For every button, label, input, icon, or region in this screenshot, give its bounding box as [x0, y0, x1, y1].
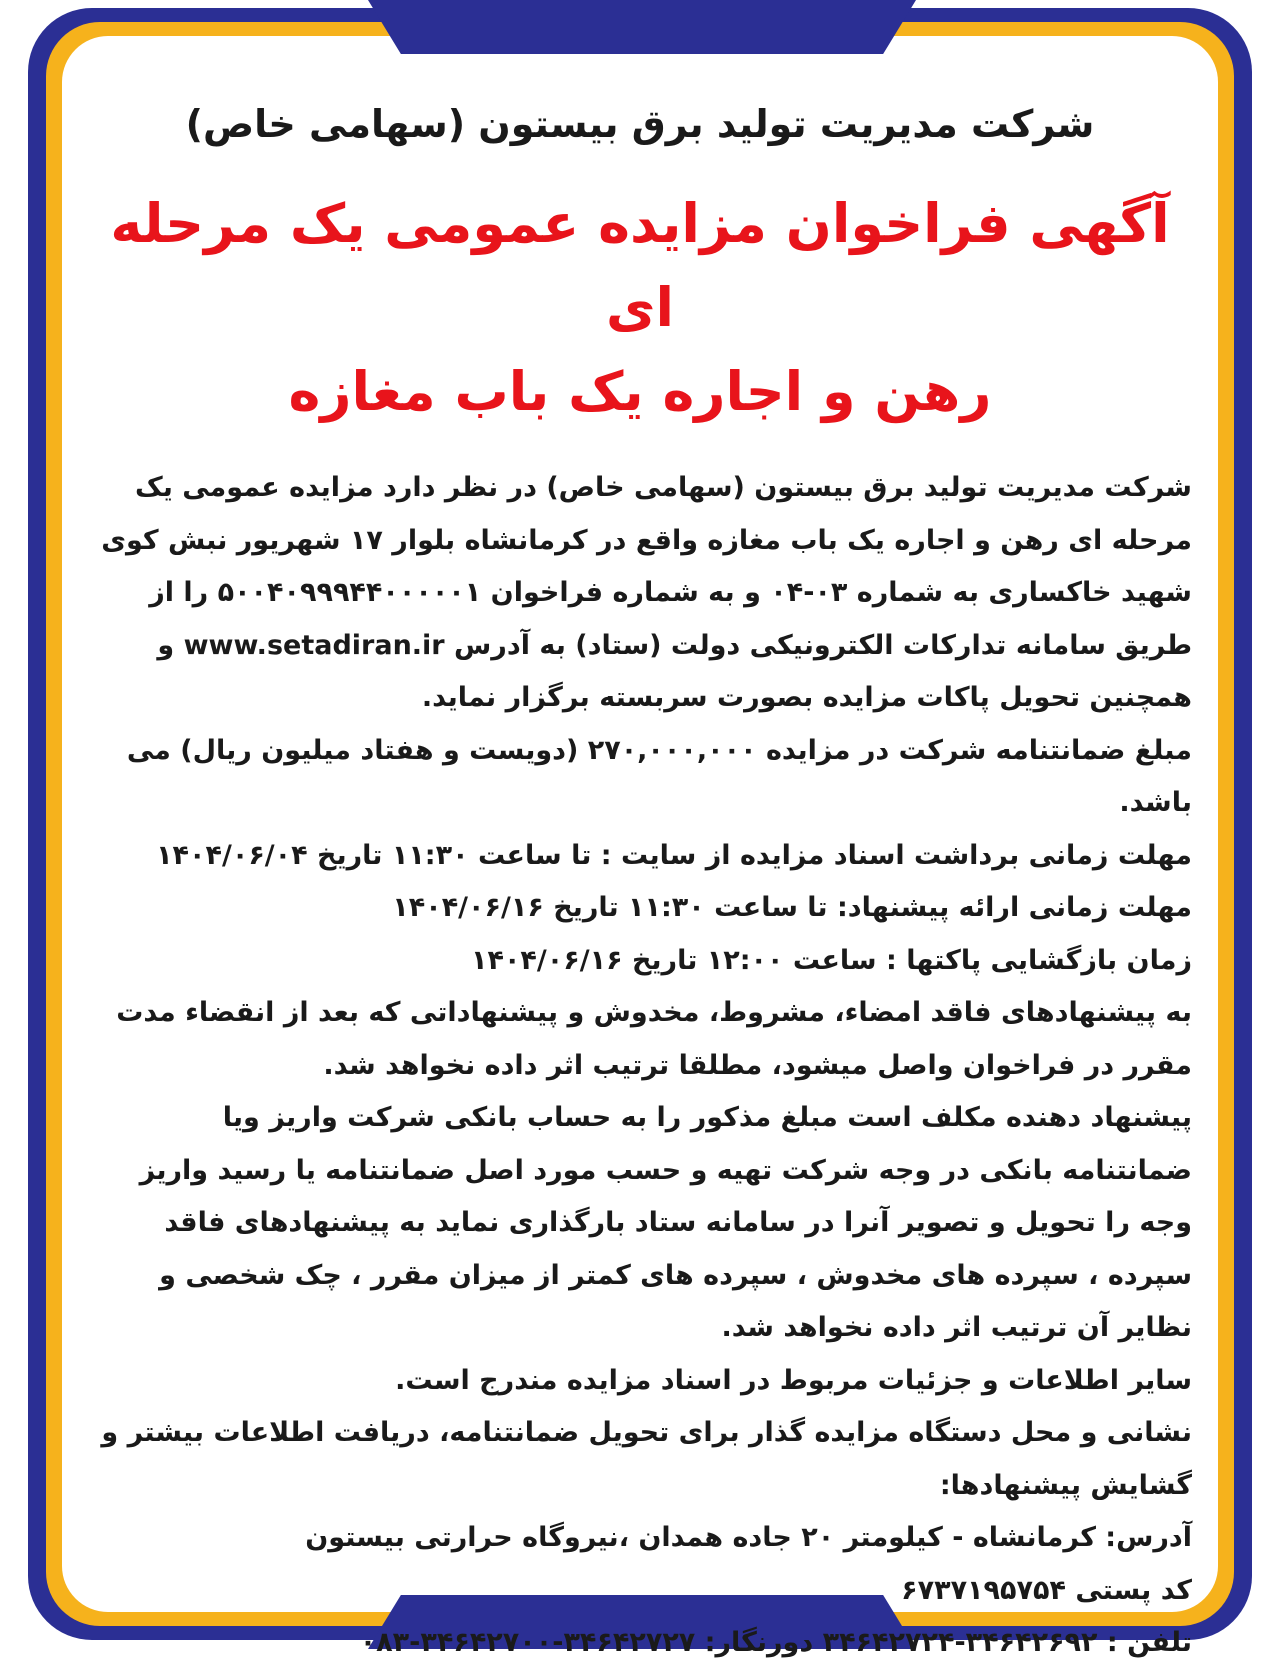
opening-time: زمان بازگشایی پاکتها : ساعت ۱۲:۰۰ تاریخ ۱۴۰۴/۰۶/۱۶ — [470, 944, 1192, 976]
deadline-offer: مهلت زمانی ارائه پیشنهاد: تا ساعت ۱۱:۳۰ تاریخ ۱۴۰۴/۰۶/۱۶ — [392, 892, 1192, 923]
intro-text-part1: شرکت مدیریت تولید برق بیستون (سهامی خاص) در نظر دارد مزایده عمومی یک مرحله ای رهن و اجاره یک باب مغازه واقع در کرمانشاه بلوار ۱۷ شهریور نبش کوی شهید خاکساری به شماره ۰۳-۰۴ و به شماره فراخوان ۵۰۰۴۰۹۹۹۴۴۰۰۰۰۰۱ را از طریق سامانه تدارکات الکترونیکی دولت (ستاد) به آدرس — [101, 472, 1192, 661]
location-intro: نشانی و محل دستگاه مزایده گذار برای تحویل ضمانتنامه، دریافت اطلاعات بیشتر و گشایش پیشنهادها: — [101, 1417, 1192, 1501]
deadline-documents: مهلت زمانی برداشت اسناد مزایده از سایت : تا ساعت ۱۱:۳۰ تاریخ ۱۴۰۴/۰۶/۰۴ — [156, 839, 1192, 871]
intro-paragraph — [88, 462, 1192, 725]
phone-fax: تلفن : ۳۴۶۴۲۶۹۲-۳۴۶۴۲۷۲۴ دورنگار: ۳۴۶۴۲۷۲۷-۳۴۶۴۲۷۰۰-۰۸۳ — [359, 1627, 1192, 1658]
obligation-paragraph: پیشنهاد دهنده مکلف است مبلغ مذکور را به حساب بانکی شرکت واریز ویا ضمانتنامه بانکی در وجه شرکت تهیه و حسب مورد اصل ضمانتنامه یا رسید واریز وجه را تحویل و تصویر آنرا در سامانه ستاد بارگذاری نماید به پیشنهادهای فاقد سپرده ، سپرده های مخدوش ، سپرده های کمتر از میزان مقرر ، چک شخصی و نظایر آن ترتیب اثر داده نخواهد شد. — [139, 1102, 1192, 1343]
other-info: سایر اطلاعات و جزئیات مربوط در اسناد مزایده مندرج است. — [395, 1364, 1192, 1396]
address: آدرس: کرمانشاه - کیلومتر ۲۰ جاده همدان ،نیروگاه حرارتی بیستون — [305, 1522, 1192, 1553]
headline-line-2: رهن و اجاره یک باب مغازه — [288, 360, 992, 423]
notice-content — [88, 80, 1192, 1670]
guarantee-amount: مبلغ ضمانتنامه شرکت در مزایده ۲۷۰,۰۰۰,۰۰۰ (دویست و هفتاد میلیون ریال) می باشد. — [126, 734, 1192, 818]
company-name: شرکت مدیریت تولید برق بیستون (سهامی خاص) — [185, 102, 1095, 146]
invalid-offers-paragraph: به پیشنهادهای فاقد امضاء، مشروط، مخدوش و پیشنهاداتی که بعد از انقضاء مدت مقرر در فراخوان واصل میشود، مطلقا ترتیب اثر داده نخواهد شد. — [116, 997, 1192, 1081]
headline-line-1: آگهی فراخوان مزایده عمومی یک مرحله ای — [110, 192, 1170, 339]
notice-headline — [88, 182, 1192, 434]
top-blue-tab — [368, 0, 916, 54]
website-link[interactable]: www.setadiran.ir — [183, 629, 445, 661]
intro-text-part2: و همچنین تحویل پاکات مزایده بصورت سربسته برگزار نماید. — [157, 629, 1192, 713]
postal-code: کد پستی ۶۷۳۷۱۹۵۷۵۴ — [901, 1574, 1192, 1606]
notice-body — [88, 462, 1192, 1670]
